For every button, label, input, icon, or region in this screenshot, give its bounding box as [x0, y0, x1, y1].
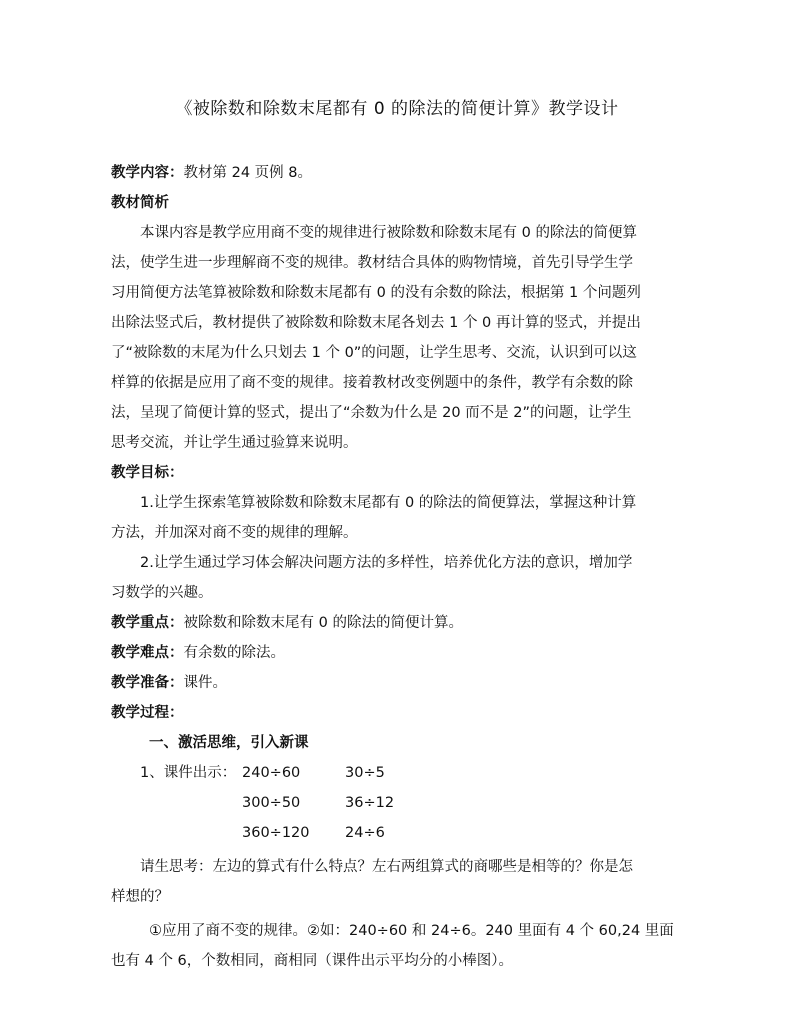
analysis-line: 习用简便方法笔算被除数和除数末尾都有 0 的没有余数的除法，根据第 1 个问题列: [111, 285, 641, 301]
analysis-line: 样算的依据是应用了商不变的规律。接着教材改变例题中的条件，教学有余数的除: [111, 375, 633, 391]
calc-left: 300÷50: [242, 795, 301, 811]
analysis-line: 本课内容是教学应用商不变的规律进行被除数和除数末尾有 0 的除法的简便算: [140, 225, 637, 241]
analysis-heading: 教材简析: [111, 195, 169, 211]
difficulty-text: 有余数的除法。: [183, 645, 285, 661]
process-heading: 教学过程：: [111, 705, 184, 721]
difficulty-label: 教学难点：: [111, 645, 184, 661]
goals-line: 方法，并加深对商不变的规律的理解。: [111, 525, 358, 541]
goals-line: 习数学的兴趣。: [111, 585, 213, 601]
prep-text: 课件。: [183, 675, 227, 691]
think-line: 样想的？: [111, 889, 169, 905]
analysis-line: 思考交流，并让学生通过验算来说明。: [111, 435, 358, 451]
key-point-row: [111, 608, 689, 638]
difficulty-row: [111, 638, 689, 668]
answer-line: ①应用了商不变的规律。②如：240÷60 和 24÷6。240 里面有 4 个 60,24 里面: [149, 923, 674, 939]
calc-right: 36÷12: [345, 795, 395, 811]
calc-left: 360÷120: [242, 825, 310, 841]
calc-row: [111, 788, 689, 818]
think-line: 请生思考：左边的算式有什么特点？左右两组算式的商哪些是相等的？你是怎: [140, 859, 633, 875]
content-label: 教学内容：: [111, 165, 184, 181]
document-body: [111, 158, 689, 976]
analysis-line: 法，使学生进一步理解商不变的规律。教材结合具体的购物情境，首先引导学生学: [111, 255, 633, 271]
section-heading: 一、激活思维，引入新课: [149, 735, 309, 751]
key-point-text: 被除数和除数末尾有 0 的除法的简便计算。: [183, 615, 463, 631]
calc-left: 240÷60: [242, 765, 301, 781]
calc-right: 24÷6: [345, 825, 385, 841]
answer-line: 也有 4 个 6，个数相同，商相同（课件出示平均分的小棒图）。: [111, 953, 514, 969]
calc-item-label: 1、课件出示：: [140, 765, 237, 781]
key-point-label: 教学重点：: [111, 615, 184, 631]
analysis-line: 了“被除数的末尾为什么只划去 1 个 0”的问题，让学生思考、交流，认识到可以这: [111, 345, 637, 361]
prep-row: [111, 668, 689, 698]
prep-label: 教学准备：: [111, 675, 184, 691]
calc-row: [111, 758, 689, 788]
content-text: 教材第 24 页例 8。: [183, 165, 313, 181]
analysis-line: 法，呈现了简便计算的竖式，提出了“余数为什么是 20 而不是 2”的问题，让学生: [111, 405, 632, 421]
analysis-line: 出除法竖式后，教材提供了被除数和除数末尾各划去 1 个 0 再计算的竖式，并提出: [111, 315, 641, 331]
document-title: 《被除数和除数末尾都有 0 的除法的简便计算》教学设计: [175, 99, 619, 119]
goals-heading: 教学目标：: [111, 465, 184, 481]
calc-right: 30÷5: [345, 765, 385, 781]
calc-row: [111, 818, 689, 848]
content-row: [111, 158, 689, 188]
goals-line: 2.让学生通过学习体会解决问题方法的多样性，培养优化方法的意识，增加学: [140, 555, 633, 571]
goals-line: 1.让学生探索笔算被除数和除数末尾都有 0 的除法的简便算法，掌握这种计算: [140, 495, 637, 511]
